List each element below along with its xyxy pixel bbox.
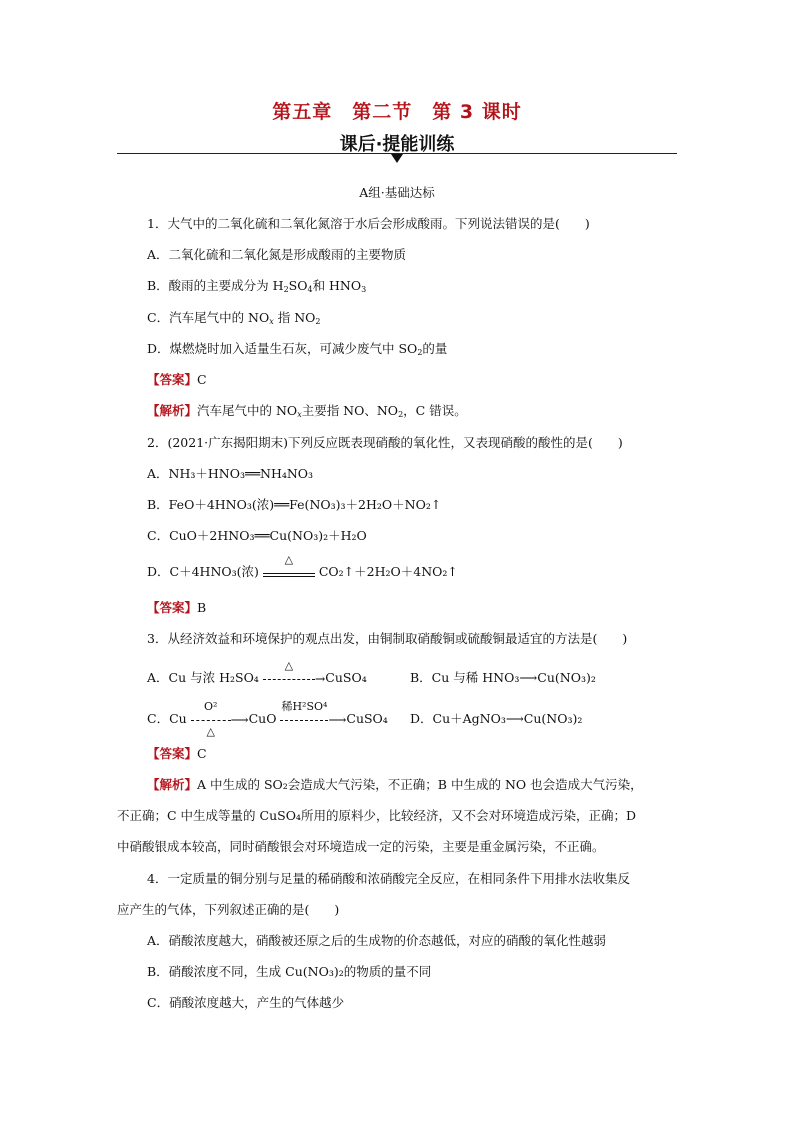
q3-analysis-line-1: 【解析】A 中生成的 SO₂会造成大气污染，不正确；B 中生成的 NO 也会造成大气污染， xyxy=(147,777,643,792)
q3-option-c: C．Cu O² △ ⟶CuO 稀H²SO⁴ ⟶CuSO₄ xyxy=(147,699,388,738)
q2-answer: 【答案】B xyxy=(147,600,207,615)
q4-option-a: A．硝酸浓度越大，硝酸被还原之后的生成物的价态越低，对应的硝酸的氧化性越弱 xyxy=(147,933,607,948)
q3-option-d: D．Cu＋AgNO₃⟶Cu(NO₃)₂ xyxy=(410,711,583,726)
oxygen-heat-condition: O² △ xyxy=(191,711,231,729)
q1-option-b: B．酸雨的主要成分为 $H_2SO_4$和 $HNO_3$ xyxy=(147,278,367,294)
q2-option-d: D．C＋4HNO₃(浓) △ CO₂↑＋2H₂O＋4NO₂↑ xyxy=(147,563,458,582)
heat-condition: △ xyxy=(263,564,315,582)
q3-option-b: B．Cu 与稀 HNO₃⟶Cu(NO₃)₂ xyxy=(410,670,596,685)
q3-analysis-line-2: 不正确；C 中生成等量的 CuSO₄所用的原料少，比较经济，又不会对环境造成污染，正确；D xyxy=(117,808,636,823)
q1-stem: 1．大气中的二氧化硫和二氧化氮溶于水后会形成酸雨。下列说法错误的是( ) xyxy=(147,216,590,231)
group-label: A组·基础达标 xyxy=(359,185,435,200)
section-subtitle: 课后·提能训练 xyxy=(339,134,455,155)
q1-option-a: A．二氧化硫和二氧化氮是形成酸雨的主要物质 xyxy=(147,247,407,262)
q1-option-d: D．煤燃烧时加入适量生石灰，可减少废气中 $SO_2$的量 xyxy=(147,341,448,357)
q2-option-b: B．FeO＋4HNO₃(浓)══Fe(NO₃)₃＋2H₂O＋NO₂↑ xyxy=(147,497,442,512)
q4-stem-line-2: 应产生的气体，下列叙述正确的是( ) xyxy=(117,902,340,917)
q3-answer: 【答案】C xyxy=(147,746,207,761)
q1-option-c: C．汽车尾气中的 $NO_x$ 指 $NO_2$ xyxy=(147,310,321,326)
q2-stem: 2．(2021·广东揭阳期末)下列反应既表现硝酸的氧化性，又表现硝酸的酸性的是( ) xyxy=(147,435,623,450)
q1-analysis: 【解析】汽车尾气中的 $NO_x$主要指 NO、$NO_2$，C 错误。 xyxy=(147,403,467,419)
acid-condition: 稀H²SO⁴ xyxy=(280,711,328,729)
chapter-title: 第五章 第二节 第 3 课时 xyxy=(272,101,522,123)
q1-answer: 【答案】C xyxy=(147,372,207,387)
q3-option-a: A．Cu 与浓 H₂SO₄ △ →CuSO₄ xyxy=(147,658,367,686)
q3-stem: 3．从经济效益和环境保护的观点出发，由铜制取硝酸铜或硫酸铜最适宜的方法是( ) xyxy=(147,631,628,646)
q4-stem-line-1: 4．一定质量的铜分别与足量的稀硝酸和浓硝酸完全反应，在相同条件下用排水法收集反 xyxy=(147,871,630,886)
q4-option-b: B．硝酸浓度不同，生成 Cu(NO₃)₂的物质的量不同 xyxy=(147,964,432,979)
header-triangle-icon xyxy=(391,154,403,163)
q2-option-c: C．CuO＋2HNO₃══Cu(NO₃)₂＋H₂O xyxy=(147,528,367,543)
q3-analysis-line-3: 中硝酸银成本较高，同时硝酸银会对环境造成一定的污染，主要是重金属污染，不正确。 xyxy=(117,839,605,854)
heat-condition: △ xyxy=(263,670,315,688)
q2-option-a: A．NH₃＋HNO₃══NH₄NO₃ xyxy=(147,466,314,481)
q4-option-c: C．硝酸浓度越大，产生的气体越少 xyxy=(147,995,345,1010)
